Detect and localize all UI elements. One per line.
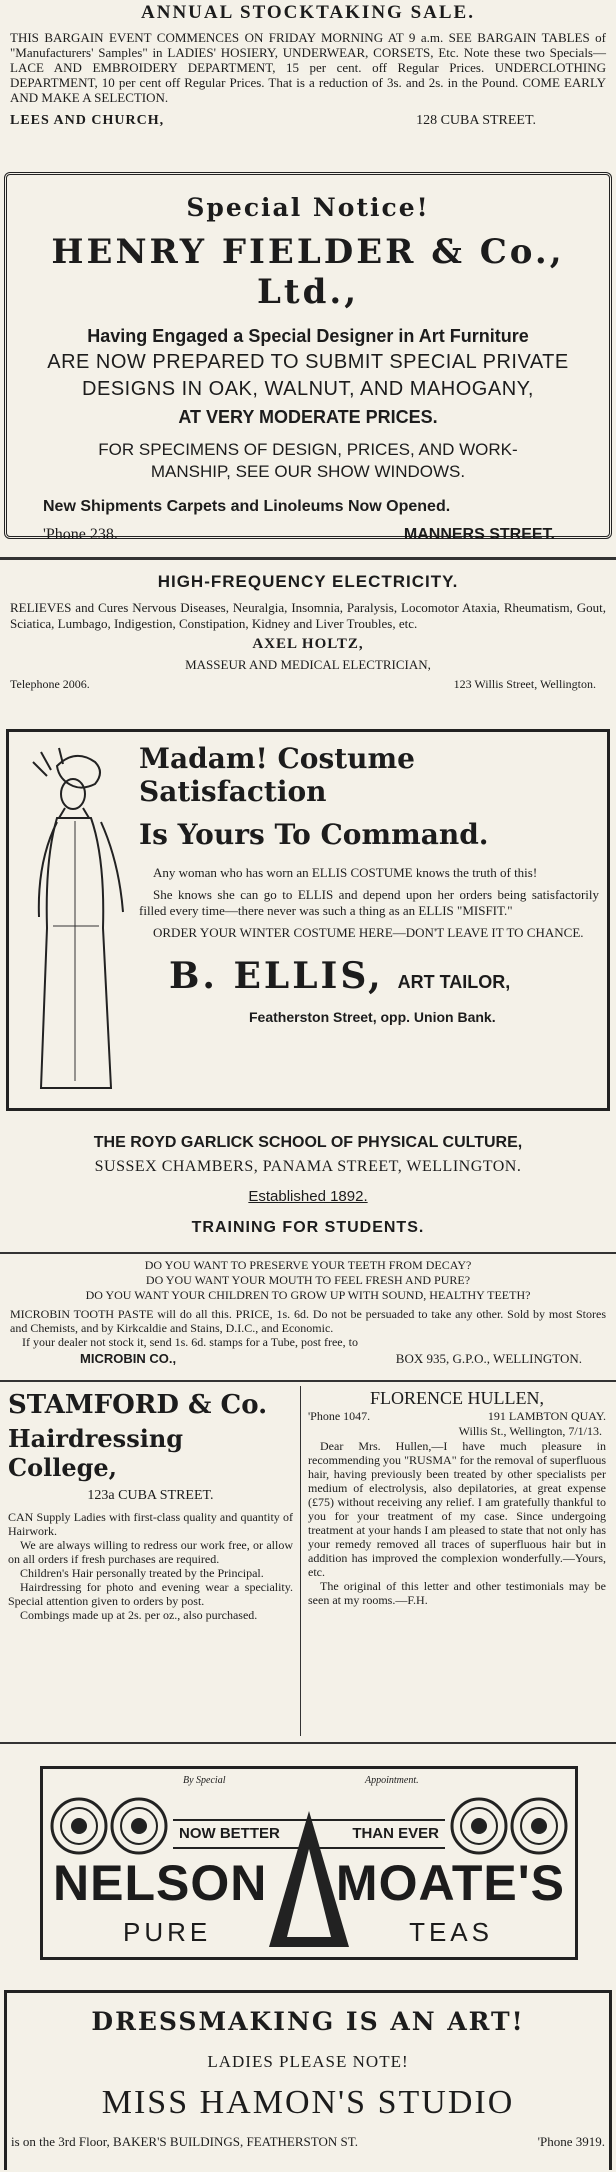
stamford-p1: CAN Supply Ladies with first-class quality and quantity of Hairwork. bbox=[8, 1510, 293, 1538]
hamon-address: is on the 3rd Floor, BAKER'S BUILDINGS, FEATHERSTON ST. bbox=[11, 2134, 358, 2149]
royd-established: Established 1892. bbox=[248, 1188, 368, 1205]
ellis-trade: ART TAILOR, bbox=[397, 972, 511, 992]
nelson-name-right: MOATE'S bbox=[335, 1855, 565, 1911]
stamford-address: 123a CUBA STREET. bbox=[87, 1488, 214, 1503]
fielder-line4: AT VERY MODERATE PRICES. bbox=[178, 407, 438, 427]
stamford-ad bbox=[8, 1390, 293, 1622]
fielder-shipments: New Shipments Carpets and Linoleums Now Opened. bbox=[43, 498, 451, 515]
stamford-college: Hairdressing College, bbox=[8, 1424, 184, 1482]
stocktaking-firm: LEES AND CHURCH, bbox=[10, 113, 165, 128]
royd-line-2: SUSSEX CHAMBERS, PANAMA STREET, WELLINGTON. bbox=[94, 1158, 522, 1175]
fielder-firm: HENRY FIELDER & Co., Ltd., bbox=[51, 232, 565, 312]
two-column-section bbox=[0, 1380, 616, 1740]
microbin-body: MICROBIN TOOTH PASTE will do all this. PRICE, 1s. 6d. Do not be persuaded to take any other. Sold by most Stores and Chemists, and by Kirkcaldie and Stains, D.I.C., and Economic. bbox=[10, 1307, 606, 1335]
nelson-special-right: Appointment. bbox=[365, 1775, 419, 1786]
fielder-phone: 'Phone 238. bbox=[43, 526, 118, 543]
hamon-ad bbox=[4, 1990, 612, 2170]
stamford-p3: Children's Hair personally treated by the Principal. bbox=[20, 1566, 264, 1580]
ellis-ad bbox=[6, 729, 610, 1111]
fielder-line3: DESIGNS IN OAK, WALNUT, AND MAHOGANY, bbox=[82, 378, 534, 400]
medals-left-icon bbox=[49, 1791, 171, 1861]
fielder-line6: MANSHIP, SEE OUR SHOW WINDOWS. bbox=[150, 462, 466, 481]
ellis-address: Featherston Street, opp. Union Bank. bbox=[249, 1009, 496, 1025]
royd-training: TRAINING FOR STUDENTS. bbox=[191, 1219, 425, 1236]
nelson-banner-left: NOW BETTER bbox=[179, 1825, 280, 1842]
stocktaking-ad bbox=[0, 0, 616, 150]
microbin-firm: MICROBIN CO., bbox=[80, 1351, 177, 1366]
stamford-p5: Combings made up at 2s. per oz., also purchased. bbox=[20, 1608, 258, 1622]
nelson-special-left: By Special bbox=[183, 1775, 226, 1786]
holtz-telephone: Telephone 2006. bbox=[10, 677, 90, 691]
column-divider bbox=[300, 1386, 301, 1736]
nelson-ad bbox=[0, 1742, 616, 1972]
ellis-para-3: ORDER YOUR WINTER COSTUME HERE—DON'T LEAVE IT TO CHANCE. bbox=[153, 925, 584, 940]
ellis-headline-1: Madam! Costume Satisfaction bbox=[139, 742, 415, 808]
holtz-title: HIGH-FREQUENCY ELECTRICITY. bbox=[157, 572, 459, 591]
stocktaking-title: ANNUAL STOCKTAKING SALE. bbox=[141, 2, 475, 23]
ellis-name: B. ELLIS, bbox=[169, 955, 384, 997]
hullen-phone: 'Phone 1047. bbox=[308, 1409, 371, 1423]
hullen-letter: Dear Mrs. Hullen,—I have much pleasure in recommending you "RUSMA" for the removal of superfluous hair, having previously been treated by other specialists per medium of electrolysis, also depilatories, at great expense (£75) without receiving any relief. I am gratefully thankful to you for your treatment of my case. Since undergoing treatment at your hands I am pleased to state that not only has your remedy removed all traces of superfluous hair but in addition has improved the complexion wonderfully.—Yours, etc. bbox=[308, 1439, 606, 1579]
hamon-note: LADIES PLEASE NOTE! bbox=[207, 2052, 409, 2071]
hullen-dateline: Willis St., Wellington, 7/1/13. bbox=[458, 1424, 602, 1438]
holtz-profession: MASSEUR AND MEDICAL ELECTRICIAN, bbox=[185, 657, 431, 672]
lady-in-costume-illustration bbox=[17, 746, 137, 1091]
medals-right-icon bbox=[447, 1791, 569, 1861]
fielder-line1: Having Engaged a Special Designer in Art Furniture bbox=[87, 326, 529, 346]
royd-line-1: THE ROYD GARLICK SCHOOL OF PHYSICAL CULTURE, bbox=[93, 1134, 523, 1151]
hamon-headline: DRESSMAKING IS AN ART! bbox=[91, 2007, 525, 2036]
stocktaking-address: 128 CUBA STREET. bbox=[416, 113, 536, 128]
hullen-address: 191 LAMBTON QUAY. bbox=[487, 1409, 606, 1423]
stamford-p2: We are always willing to redress our work free, or allow on all orders if fresh purchases are required. bbox=[8, 1538, 293, 1566]
fielder-notice: Special Notice! bbox=[186, 193, 430, 222]
nelson-frame bbox=[40, 1766, 578, 1960]
microbin-ad bbox=[0, 1252, 616, 1376]
ellis-para-2: She knows she can go to ELLIS and depend upon her orders being satisfactorily filled every time—there never was such a thing as an ELLIS "MISFIT." bbox=[139, 887, 599, 918]
hamon-phone: 'Phone 3919. bbox=[537, 2134, 605, 2149]
microbin-q1: DO YOU WANT TO PRESERVE YOUR TEETH FROM DECAY? bbox=[144, 1258, 472, 1272]
holtz-name: AXEL HOLTZ, bbox=[252, 636, 364, 652]
hullen-ad bbox=[308, 1388, 606, 1607]
microbin-body-2: If your dealer not stock it, send 1s. 6d. stamps for a Tube, post free, to bbox=[22, 1335, 358, 1349]
fielder-line5: FOR SPECIMENS OF DESIGN, PRICES, AND WORK- bbox=[98, 440, 518, 459]
nelson-pure: PURE bbox=[123, 1917, 212, 1947]
holtz-ad bbox=[0, 557, 616, 717]
royd-ad bbox=[0, 1122, 616, 1250]
microbin-q3: DO YOU WANT YOUR CHILDREN TO GROW UP WITH SOUND, HEALTHY TEETH? bbox=[85, 1288, 531, 1302]
holtz-body: RELIEVES and Cures Nervous Diseases, Neuralgia, Insomnia, Paralysis, Locomotor Ataxia, Rheumatism, Gout, Sciatica, Lumbago, Indigestion, Constipation, Kidney and Liver Troubles, etc. bbox=[10, 600, 606, 631]
fielder-ad bbox=[4, 172, 612, 543]
nelson-banner-right: THAN EVER bbox=[352, 1825, 439, 1842]
hullen-name: FLORENCE HULLEN, bbox=[370, 1388, 544, 1408]
nelson-teas: TEAS bbox=[409, 1917, 493, 1947]
fielder-line2: ARE NOW PREPARED TO SUBMIT SPECIAL PRIVATE bbox=[47, 351, 569, 373]
stocktaking-body: THIS BARGAIN EVENT COMMENCES ON FRIDAY MORNING AT 9 a.m. SEE BARGAIN TABLES of "Manufacturers' Samples" in LADIES' HOSIERY, UNDERWEAR, CORSETS, Etc. Note these two Specials—LACE AND EMBROIDERY DEPARTMENT, 15 per cent. off Regular Prices. UNDERCLOTHING DEPARTMENT, 10 per cent off Regular Prices. That is a reduction of 3s. and 2s. in the Pound. COME EARLY AND MAKE A SELECTION. bbox=[10, 30, 606, 105]
microbin-box: BOX 935, G.P.O., WELLINGTON. bbox=[395, 1351, 582, 1366]
ellis-para-1: Any woman who has worn an ELLIS COSTUME knows the truth of this! bbox=[153, 865, 538, 880]
fielder-street: MANNERS STREET. bbox=[403, 526, 555, 543]
stamford-p4: Hairdressing for photo and evening wear a speciality. Special attention given to orders by post. bbox=[8, 1580, 293, 1608]
ellis-headline-2: Is Yours To Command. bbox=[139, 818, 489, 851]
hamon-studio: MISS HAMON'S STUDIO bbox=[101, 2084, 515, 2121]
stamford-firm: STAMFORD & Co. bbox=[8, 1390, 268, 1420]
nelson-name-left: NELSON bbox=[53, 1855, 268, 1911]
holtz-address: 123 Willis Street, Wellington. bbox=[453, 677, 596, 691]
hullen-footer: The original of this letter and other testimonials may be seen at my rooms.—F.H. bbox=[308, 1579, 606, 1607]
microbin-q2: DO YOU WANT YOUR MOUTH TO FEEL FRESH AND PURE? bbox=[145, 1273, 471, 1287]
